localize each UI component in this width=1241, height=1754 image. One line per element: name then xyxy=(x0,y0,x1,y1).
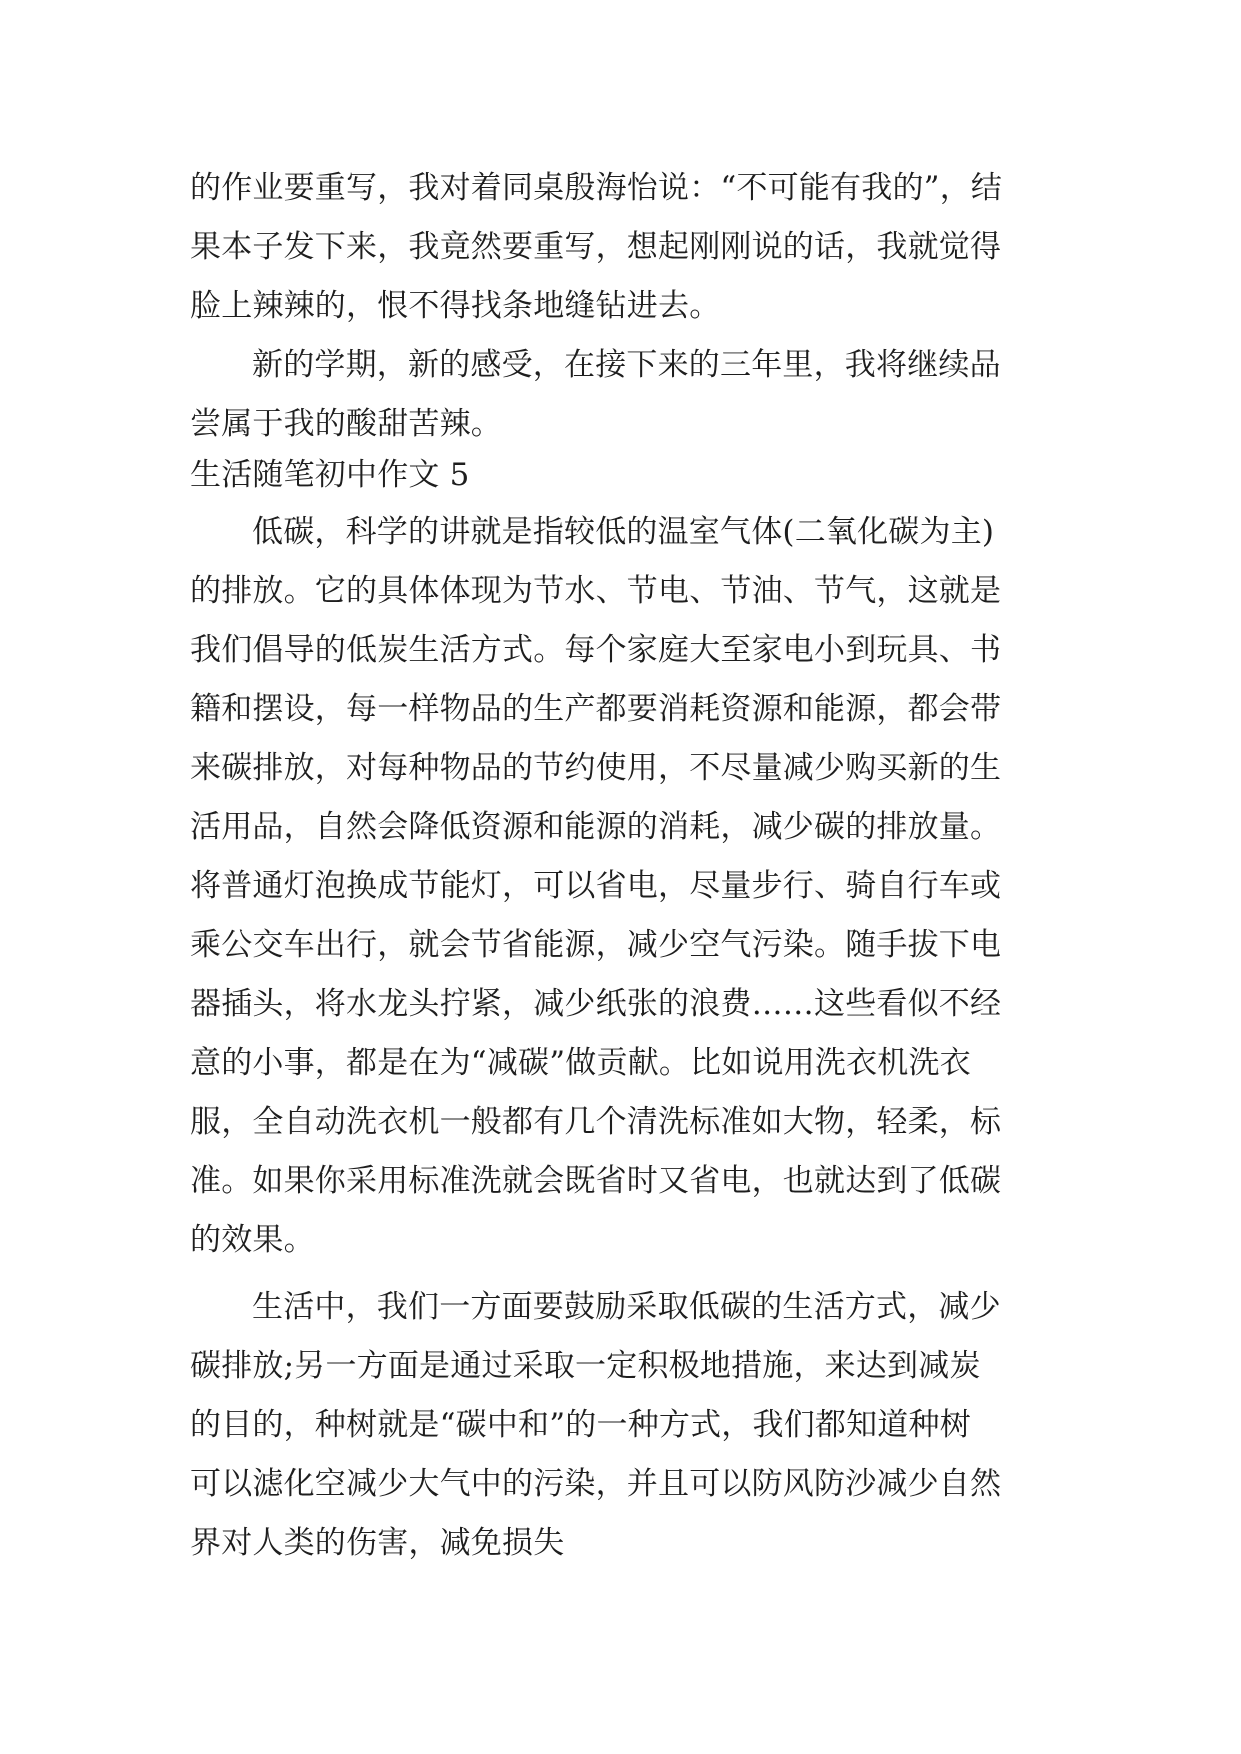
text-line: 的作业要重写，我对着同桌殷海怡说：“不可能有我的”，结 xyxy=(190,170,1003,206)
text-line: 将普通灯泡换成节能灯，可以省电，尽量步行、骑自行车或 xyxy=(190,868,1002,904)
text-line: 尝属于我的酸甜苦辣。 xyxy=(190,406,502,442)
text-line: 乘公交车出行，就会节省能源，减少空气污染。随手拔下电 xyxy=(190,927,1002,963)
text-line: 的效果。 xyxy=(190,1222,315,1258)
text-line: 准。如果你采用标准洗就会既省时又省电，也就达到了低碳 xyxy=(190,1163,1002,1199)
text-line: 意的小事，都是在为“减碳”做贡献。比如说用洗衣机洗衣 xyxy=(190,1045,971,1081)
text-line: 活用品，自然会降低资源和能源的消耗，减少碳的排放量。 xyxy=(190,809,1002,845)
text-line: 的目的，种树就是“碳中和”的一种方式，我们都知道种树 xyxy=(190,1407,971,1443)
text-line: 籍和摆设，每一样物品的生产都要消耗资源和能源，都会带 xyxy=(190,691,1002,727)
text-line: 可以滤化空减少大气中的污染，并且可以防风防沙减少自然 xyxy=(190,1466,1002,1502)
section-heading: 生活随笔初中作文 5 xyxy=(190,457,470,493)
text-line: 的排放。它的具体体现为节水、节电、节油、节气，这就是 xyxy=(190,573,1002,609)
paragraph-first-line: 新的学期，新的感受，在接下来的三年里，我将继续品 xyxy=(252,347,1001,383)
text-line: 我们倡导的低炭生活方式。每个家庭大至家电小到玩具、书 xyxy=(190,632,1002,668)
paragraph-first-line: 低碳，科学的讲就是指较低的温室气体(二氧化碳为主) xyxy=(252,514,995,550)
text-line: 碳排放;另一方面是通过采取一定积极地措施，来达到减炭 xyxy=(190,1348,981,1384)
paragraph-first-line: 生活中，我们一方面要鼓励采取低碳的生活方式，减少 xyxy=(252,1289,1001,1325)
text-line: 来碳排放，对每种物品的节约使用，不尽量减少购买新的生 xyxy=(190,750,1002,786)
text-line: 果本子发下来，我竟然要重写，想起刚刚说的话，我就觉得 xyxy=(190,229,1002,265)
text-line: 脸上辣辣的，恨不得找条地缝钻进去。 xyxy=(190,288,721,324)
text-line: 器插头，将水龙头拧紧，减少纸张的浪费……这些看似不经 xyxy=(190,986,1002,1022)
text-line: 服，全自动洗衣机一般都有几个清洗标准如大物，轻柔，标 xyxy=(190,1104,1002,1140)
text-line: 界对人类的伤害，减免损失 xyxy=(190,1525,565,1561)
